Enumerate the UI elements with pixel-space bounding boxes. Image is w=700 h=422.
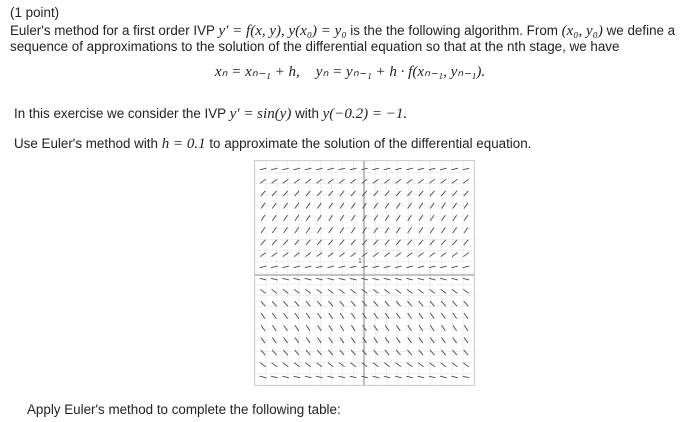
- slope-arrow: [350, 266, 357, 268]
- slope-arrow: [350, 278, 357, 280]
- slope-arrow: [283, 253, 288, 257]
- slope-arrow: [272, 240, 276, 245]
- slope-arrow: [441, 301, 445, 306]
- slope-arrow: [316, 376, 323, 378]
- slope-arrow: [339, 253, 344, 257]
- slope-arrow: [452, 191, 456, 196]
- slope-arrow: [261, 301, 265, 306]
- slope-arrow: [463, 289, 468, 293]
- intro-line-2: sequence of approximations to the solution of the differential equation so that at the nth stage, we have: [10, 39, 620, 54]
- intro-text-1: Euler's method for a first order IVP: [10, 23, 215, 38]
- slope-arrow: [271, 266, 278, 268]
- slope-arrow: [260, 376, 267, 378]
- slope-arrow: [272, 363, 277, 367]
- slope-arrow: [328, 363, 333, 367]
- instruction-line: [14, 136, 531, 153]
- slope-arrow: [261, 350, 265, 355]
- slope-arrow: [451, 266, 458, 268]
- slope-arrow: [283, 179, 288, 183]
- slope-arrow: [272, 179, 277, 183]
- slope-arrow: [385, 215, 389, 221]
- slope-arrow: [340, 191, 344, 196]
- slope-arrow: [418, 266, 425, 268]
- slope-arrow: [305, 376, 312, 378]
- slope-arrow: [464, 191, 468, 196]
- slope-arrow: [328, 289, 333, 293]
- slope-arrow: [396, 289, 401, 293]
- slope-arrow: [441, 179, 446, 183]
- intro-line-1: [10, 23, 675, 40]
- slope-arrow: [351, 253, 356, 257]
- slope-arrow: [430, 350, 434, 355]
- slope-arrow: [260, 253, 265, 257]
- slope-arrow: [294, 168, 301, 170]
- slope-arrow: [374, 350, 378, 355]
- slope-arrow: [327, 278, 334, 280]
- initial-condition: y(−0.2) = −1.: [322, 106, 408, 122]
- slope-arrow: [396, 240, 400, 245]
- slope-arrow: [429, 376, 436, 378]
- slope-arrow: [374, 240, 378, 245]
- slope-arrow: [339, 289, 344, 293]
- slope-field-plot: [255, 161, 474, 385]
- intro-text-3: we define a: [606, 23, 676, 38]
- slope-arrow: [441, 289, 446, 293]
- slope-arrow: [430, 301, 434, 306]
- slope-arrow: [295, 350, 299, 355]
- slope-arrow: [317, 363, 322, 367]
- slope-arrow: [351, 325, 355, 331]
- slope-arrow: [272, 191, 276, 196]
- slope-arrow: [351, 240, 355, 245]
- slope-arrow: [294, 376, 301, 378]
- slope-arrow: [329, 215, 333, 221]
- slope-arrow: [396, 363, 401, 367]
- slope-arrow: [442, 325, 446, 331]
- slope-arrow: [284, 215, 288, 221]
- slope-arrow: [395, 266, 402, 268]
- slope-arrow: [305, 266, 312, 268]
- slope-arrow: [441, 240, 445, 245]
- slope-arrow: [328, 253, 333, 257]
- slope-arrow: [406, 266, 413, 268]
- slope-arrow: [385, 240, 389, 245]
- slope-arrow: [395, 376, 402, 378]
- euler-formula: [0, 62, 700, 81]
- slope-arrow: [464, 240, 468, 245]
- slope-arrow: [339, 266, 346, 268]
- slope-arrow: [384, 179, 389, 183]
- slope-arrow: [306, 325, 310, 331]
- slope-arrow: [464, 350, 468, 355]
- slope-arrow: [396, 215, 400, 221]
- slope-arrow: [406, 278, 413, 280]
- slope-arrow: [316, 278, 323, 280]
- slope-arrow: [419, 325, 423, 331]
- slope-arrow: [396, 191, 400, 196]
- slope-arrow: [396, 179, 401, 183]
- ivp-expression: y′ = f(x, y), y(x₀) = y₀: [218, 23, 347, 39]
- slope-arrow: [396, 253, 401, 257]
- slope-arrow: [283, 191, 287, 196]
- step-size: h = 0.1: [161, 136, 206, 152]
- slope-arrow: [317, 179, 322, 183]
- points-label: (1 point): [10, 5, 60, 20]
- slope-arrow: [283, 289, 288, 293]
- instruction-text-2: to approximate the solution of the differential equation.: [209, 136, 532, 151]
- slope-arrow: [328, 240, 332, 245]
- slope-arrow: [374, 191, 378, 196]
- slope-arrow: [373, 253, 378, 257]
- slope-arrow: [385, 301, 389, 306]
- slope-arrow: [339, 363, 344, 367]
- slope-arrow: [283, 350, 287, 355]
- slope-arrow: [452, 350, 456, 355]
- slope-arrow: [407, 363, 412, 367]
- slope-arrow: [441, 350, 445, 355]
- slope-arrow: [418, 278, 425, 280]
- slope-arrow: [453, 215, 457, 221]
- slope-arrow: [272, 289, 277, 293]
- instruction-text-1: Use Euler's method with: [14, 136, 158, 151]
- slope-arrow: [340, 325, 344, 331]
- slope-arrow: [261, 240, 265, 245]
- slope-arrow: [373, 179, 378, 183]
- slope-arrow: [305, 278, 312, 280]
- slope-arrow: [283, 240, 287, 245]
- slope-arrow: [430, 215, 434, 221]
- slope-arrow: [406, 376, 413, 378]
- slope-arrow: [464, 325, 468, 331]
- slope-arrow: [396, 301, 400, 306]
- slope-arrow: [451, 168, 458, 170]
- slope-arrow: [429, 278, 436, 280]
- slope-arrow: [452, 240, 456, 245]
- slope-arrow: [463, 363, 468, 367]
- exercise-text-1: In this exercise we consider the IVP: [14, 106, 226, 121]
- slope-arrow: [384, 168, 391, 170]
- slope-arrow: [260, 278, 267, 280]
- slope-arrow: [373, 363, 378, 367]
- slope-arrow: [374, 301, 378, 306]
- slope-arrow: [452, 253, 457, 257]
- slope-arrow: [418, 168, 425, 170]
- y-axis-tick-label: 1: [358, 258, 362, 265]
- slope-arrow: [272, 350, 276, 355]
- slope-arrow: [463, 266, 470, 268]
- slope-arrow: [463, 253, 468, 257]
- slope-arrow: [396, 350, 400, 355]
- slope-arrow: [407, 179, 412, 183]
- slope-arrow: [295, 191, 299, 196]
- slope-arrow: [351, 301, 355, 306]
- slope-arrow: [350, 376, 357, 378]
- slope-arrow: [317, 253, 322, 257]
- slope-arrow: [340, 301, 344, 306]
- slope-arrow: [339, 168, 346, 170]
- slope-arrow: [451, 278, 458, 280]
- slope-arrow: [451, 376, 458, 378]
- slope-arrow: [272, 325, 276, 331]
- slope-arrow: [261, 325, 265, 331]
- slope-arrow: [328, 191, 332, 196]
- slope-arrow: [418, 376, 425, 378]
- slope-arrow: [295, 215, 299, 221]
- slope-arrow: [372, 376, 379, 378]
- slope-arrow: [384, 289, 389, 293]
- slope-arrow: [294, 266, 301, 268]
- slope-arrow: [340, 350, 344, 355]
- slope-arrow: [305, 168, 312, 170]
- slope-arrow: [327, 266, 334, 268]
- slope-arrow: [464, 215, 468, 221]
- slope-arrow: [464, 301, 468, 306]
- slope-arrow: [463, 278, 470, 280]
- slope-arrow: [327, 376, 334, 378]
- slope-arrow: [452, 289, 457, 293]
- slope-arrow: [283, 301, 287, 306]
- slope-arrow: [374, 325, 378, 331]
- slope-arrow: [283, 363, 288, 367]
- y-update-formula: yₙ = yₙ₋₁ + h · f(xₙ₋₁, yₙ₋₁).: [315, 64, 486, 80]
- slope-arrow: [441, 253, 446, 257]
- slope-arrow: [284, 325, 288, 331]
- slope-arrow: [271, 376, 278, 378]
- slope-arrow: [453, 325, 457, 331]
- slope-arrow: [272, 301, 276, 306]
- slope-arrow: [385, 350, 389, 355]
- exercise-line: [14, 106, 407, 123]
- slope-arrow: [351, 191, 355, 196]
- slope-arrow: [339, 278, 346, 280]
- slope-arrow: [429, 168, 436, 170]
- slope-arrow: [339, 376, 346, 378]
- slope-arrow: [339, 179, 344, 183]
- slope-arrow: [327, 168, 334, 170]
- slope-arrow: [385, 325, 389, 331]
- slope-arrow: [328, 301, 332, 306]
- slope-arrow: [351, 350, 355, 355]
- slope-arrow: [372, 266, 379, 268]
- slope-arrow: [317, 289, 322, 293]
- slope-arrow: [384, 266, 391, 268]
- slope-arrow: [351, 179, 356, 183]
- slope-arrow: [260, 168, 267, 170]
- table-prompt: Apply Euler's method to complete the following table:: [27, 402, 341, 417]
- slope-arrow: [442, 215, 446, 221]
- ivp-equation: y′ = sin(y): [229, 106, 292, 122]
- slope-arrow: [430, 240, 434, 245]
- slope-arrow: [372, 168, 379, 170]
- slope-arrow: [430, 191, 434, 196]
- slope-arrow: [396, 325, 400, 331]
- slope-arrow: [272, 215, 276, 221]
- slope-arrow: [340, 215, 344, 221]
- slope-arrow: [295, 301, 299, 306]
- slope-arrow: [372, 278, 379, 280]
- slope-arrow: [351, 215, 355, 221]
- slope-arrow: [271, 168, 278, 170]
- slope-arrow: [407, 289, 412, 293]
- exercise-text-2: with: [295, 106, 319, 121]
- slope-arrow: [395, 278, 402, 280]
- slope-arrow: [452, 179, 457, 183]
- slope-arrow: [441, 191, 445, 196]
- slope-arrow: [306, 215, 310, 221]
- slope-arrow: [441, 363, 446, 367]
- slope-arrow: [316, 266, 323, 268]
- slope-arrow: [329, 325, 333, 331]
- slope-arrow: [429, 266, 436, 268]
- intro-text-2: is the the following algorithm. From: [350, 23, 558, 38]
- slope-arrow: [260, 179, 265, 183]
- slope-arrow: [384, 253, 389, 257]
- slope-arrow: [294, 278, 301, 280]
- slope-arrow: [261, 215, 265, 221]
- slope-arrow: [316, 168, 323, 170]
- slope-arrow: [385, 191, 389, 196]
- slope-arrow: [261, 191, 265, 196]
- slope-arrow: [395, 168, 402, 170]
- slope-arrow: [272, 253, 277, 257]
- slope-arrow: [295, 240, 299, 245]
- slope-arrow: [463, 179, 468, 183]
- slope-arrow: [351, 289, 356, 293]
- slope-arrow: [406, 168, 413, 170]
- start-point-expression: (x₀, y₀): [561, 23, 603, 39]
- slope-arrow: [384, 376, 391, 378]
- slope-arrow: [419, 215, 423, 221]
- slope-arrow: [351, 363, 356, 367]
- slope-arrow: [260, 363, 265, 367]
- slope-arrow: [374, 215, 378, 221]
- slope-arrow: [452, 363, 457, 367]
- slope-arrow: [328, 179, 333, 183]
- slope-arrow: [452, 301, 456, 306]
- slope-arrow: [430, 325, 434, 331]
- slope-arrow: [271, 278, 278, 280]
- slope-arrow: [373, 289, 378, 293]
- x-update-formula: xₙ = xₙ₋₁ + h,: [214, 64, 300, 80]
- slope-arrow: [295, 325, 299, 331]
- slope-arrow: [350, 168, 357, 170]
- slope-arrow: [384, 363, 389, 367]
- slope-arrow: [340, 240, 344, 245]
- slope-field-figure: [254, 160, 475, 386]
- slope-arrow: [463, 168, 470, 170]
- slope-arrow: [260, 266, 267, 268]
- slope-arrow: [260, 289, 265, 293]
- slope-arrow: [384, 278, 391, 280]
- slope-arrow: [463, 376, 470, 378]
- slope-arrow: [407, 253, 412, 257]
- slope-arrow: [328, 350, 332, 355]
